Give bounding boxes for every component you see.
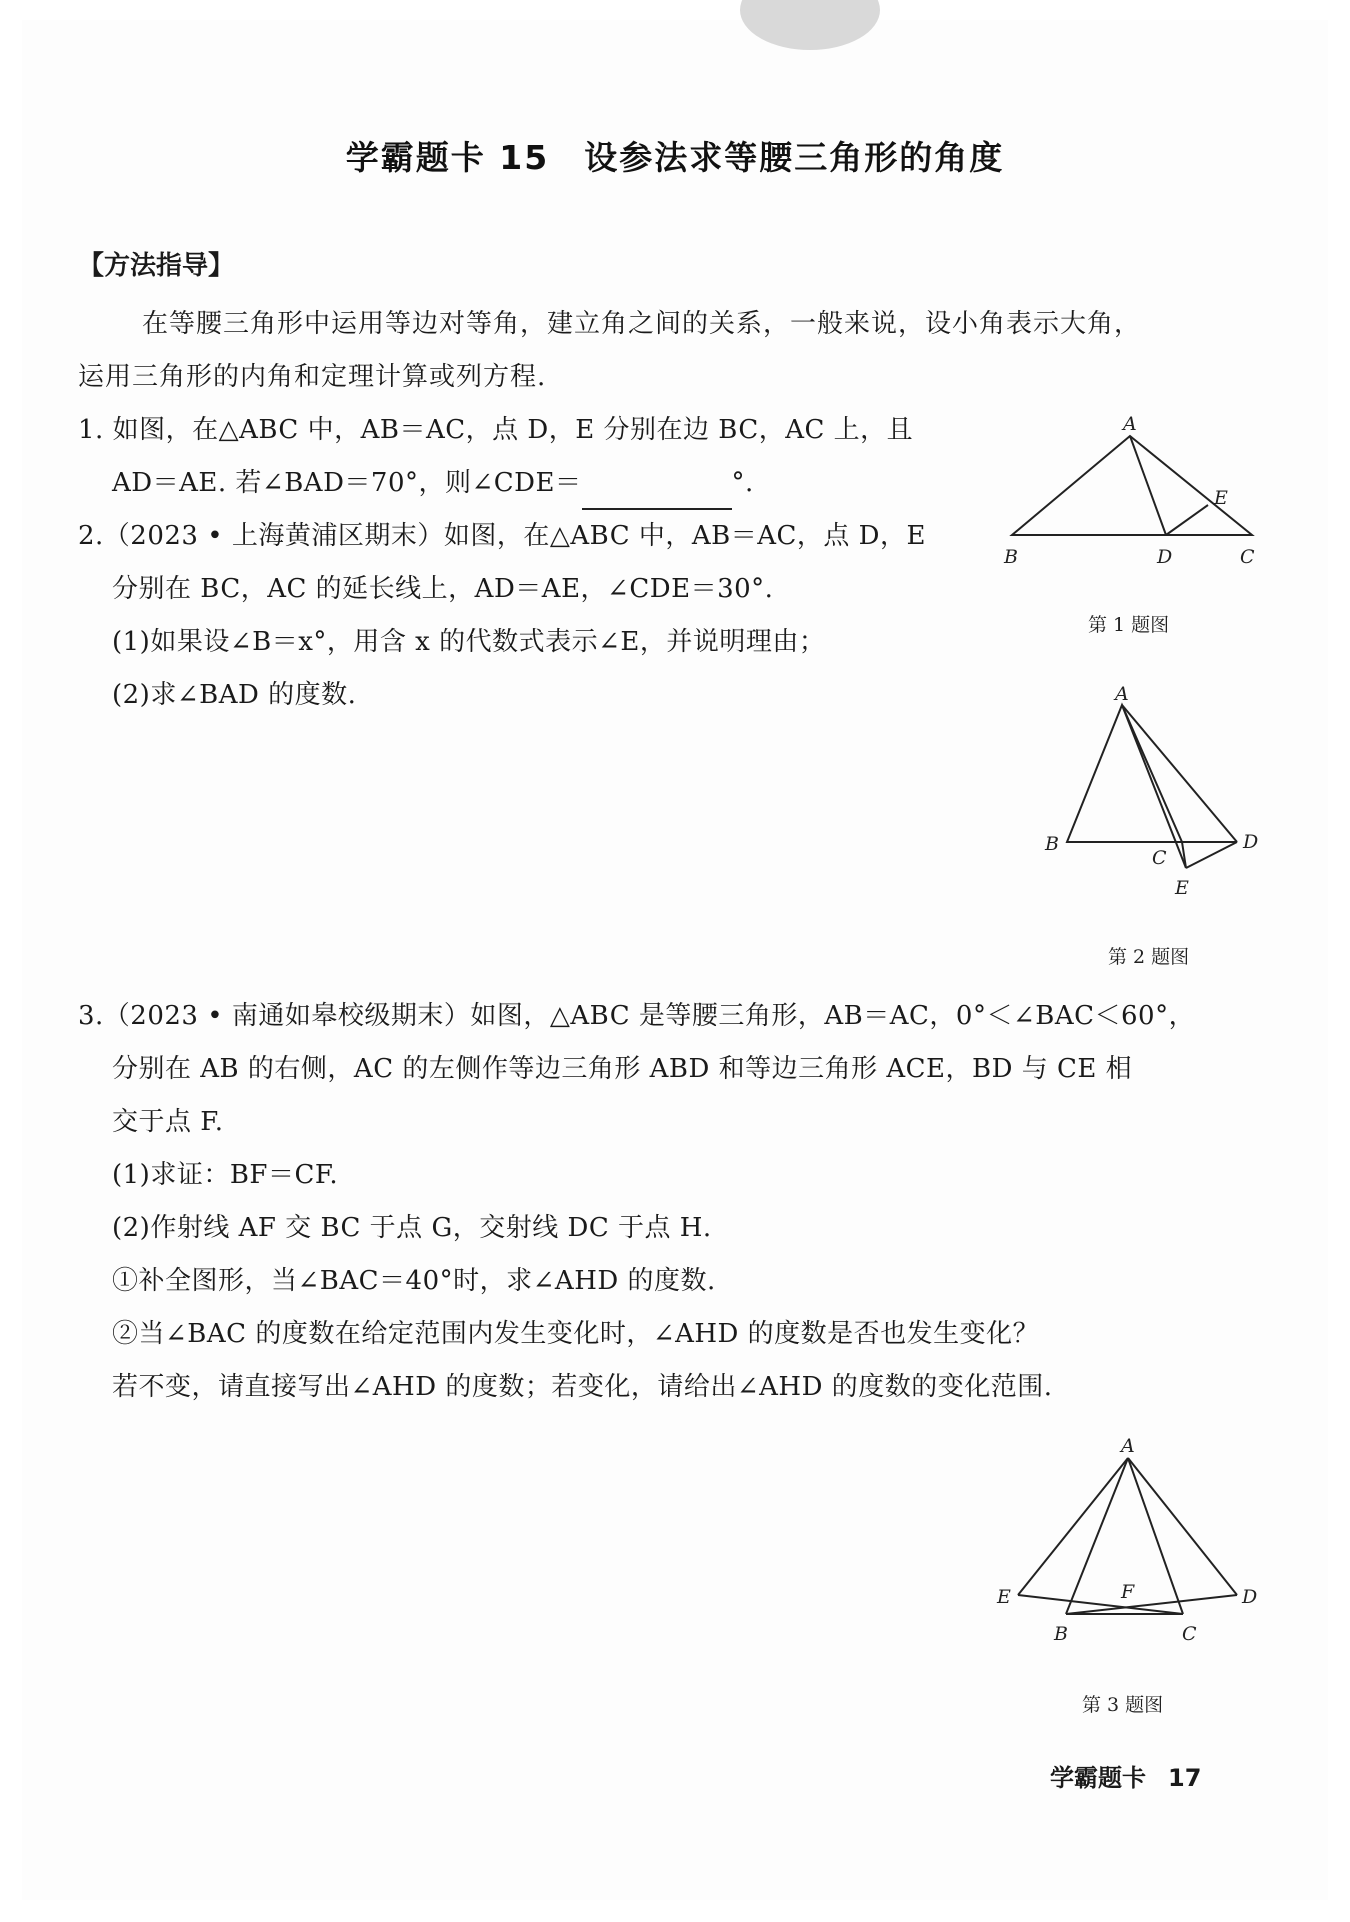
method-line-2: 运用三角形的内角和定理计算或列方程. bbox=[78, 362, 547, 392]
fig1-label-e: E bbox=[1214, 487, 1228, 509]
q2-line-1: 2.（2023 • 上海黄浦区期末）如图，在△ABC 中，AB＝AC，点 D，E bbox=[78, 521, 927, 551]
q3-line-3: 交于点 F. bbox=[112, 1107, 224, 1137]
fig1-label-a: A bbox=[1123, 413, 1137, 435]
q2-line-3: (1)如果设∠B＝x°，用含 x 的代数式表示∠E，并说明理由； bbox=[112, 627, 826, 657]
method-line-1: 在等腰三角形中运用等边对等角，建立角之间的关系，一般来说，设小角表示大角， bbox=[142, 309, 1142, 339]
fig3-caption: 第 3 题图 bbox=[1082, 1694, 1164, 1716]
page-title: 学霸题卡 15 设参法求等腰三角形的角度 bbox=[345, 138, 1005, 177]
fig2-label-a: A bbox=[1115, 683, 1129, 705]
q3-line-7: ②当∠BAC 的度数在给定范围内发生变化时，∠AHD 的度数是否也发生变化？ bbox=[112, 1319, 1040, 1349]
fig2-label-b: B bbox=[1045, 833, 1059, 855]
q2-line-4: (2)求∠BAD 的度数. bbox=[112, 680, 357, 710]
fig3-label-f: F bbox=[1121, 1581, 1135, 1603]
fig3-label-c: C bbox=[1182, 1623, 1197, 1645]
q3-line-5: (2)作射线 AF 交 BC 于点 G，交射线 DC 于点 H. bbox=[112, 1213, 712, 1243]
q3-line-6: ①补全图形，当∠BAC＝40°时，求∠AHD 的度数. bbox=[112, 1266, 716, 1296]
fig2-label-c: C bbox=[1152, 847, 1167, 869]
fig2-label-e: E bbox=[1175, 877, 1189, 899]
q3-line-8: 若不变，请直接写出∠AHD 的度数；若变化，请给出∠AHD 的度数的变化范围. bbox=[112, 1372, 1053, 1402]
fig3-label-a: A bbox=[1121, 1435, 1135, 1457]
q1-line-2-end: °. bbox=[731, 468, 754, 498]
fig3-label-e: E bbox=[997, 1586, 1011, 1608]
page-footer bbox=[1050, 1758, 1201, 1793]
page-number: 17 bbox=[1168, 1764, 1202, 1792]
fig1-label-b: B bbox=[1004, 546, 1018, 568]
fig1-caption: 第 1 题图 bbox=[1088, 614, 1170, 636]
q3-line-2: 分别在 AB 的右侧，AC 的左侧作等边三角形 ABD 和等边三角形 ACE，BD 与 CE 相 bbox=[112, 1054, 1133, 1084]
fig3-segment-ae bbox=[1018, 1458, 1128, 1595]
fig2-label-d: D bbox=[1243, 831, 1259, 853]
fig2-caption: 第 2 题图 bbox=[1108, 946, 1190, 968]
footer-label: 学霸题卡 bbox=[1050, 1764, 1146, 1792]
fig3-label-b: B bbox=[1054, 1623, 1068, 1645]
fig3-segment-ab bbox=[1066, 1458, 1128, 1614]
fig3-segment-ac bbox=[1128, 1458, 1183, 1614]
q3-line-1: 3.（2023 • 南通如皋校级期末）如图，△ABC 是等腰三角形，AB＝AC，0°＜∠BAC＜60°， bbox=[78, 1001, 1196, 1031]
method-heading: 【方法指导】 bbox=[78, 251, 235, 281]
fig1-label-d: D bbox=[1157, 546, 1173, 568]
q2-line-2: 分别在 BC，AC 的延长线上，AD＝AE，∠CDE＝30°. bbox=[112, 574, 774, 604]
fig3-segment-ad bbox=[1128, 1458, 1237, 1595]
fig3-label-d: D bbox=[1242, 1586, 1258, 1608]
q1-line-2-text: AD＝AE. 若∠BAD＝70°，则∠CDE＝ bbox=[112, 468, 582, 498]
q3-line-4: (1)求证：BF＝CF. bbox=[112, 1160, 339, 1190]
fig1-label-c: C bbox=[1240, 546, 1255, 568]
q1-line-1: 1. 如图，在△ABC 中，AB＝AC，点 D，E 分别在边 BC，AC 上，且 bbox=[78, 415, 914, 445]
